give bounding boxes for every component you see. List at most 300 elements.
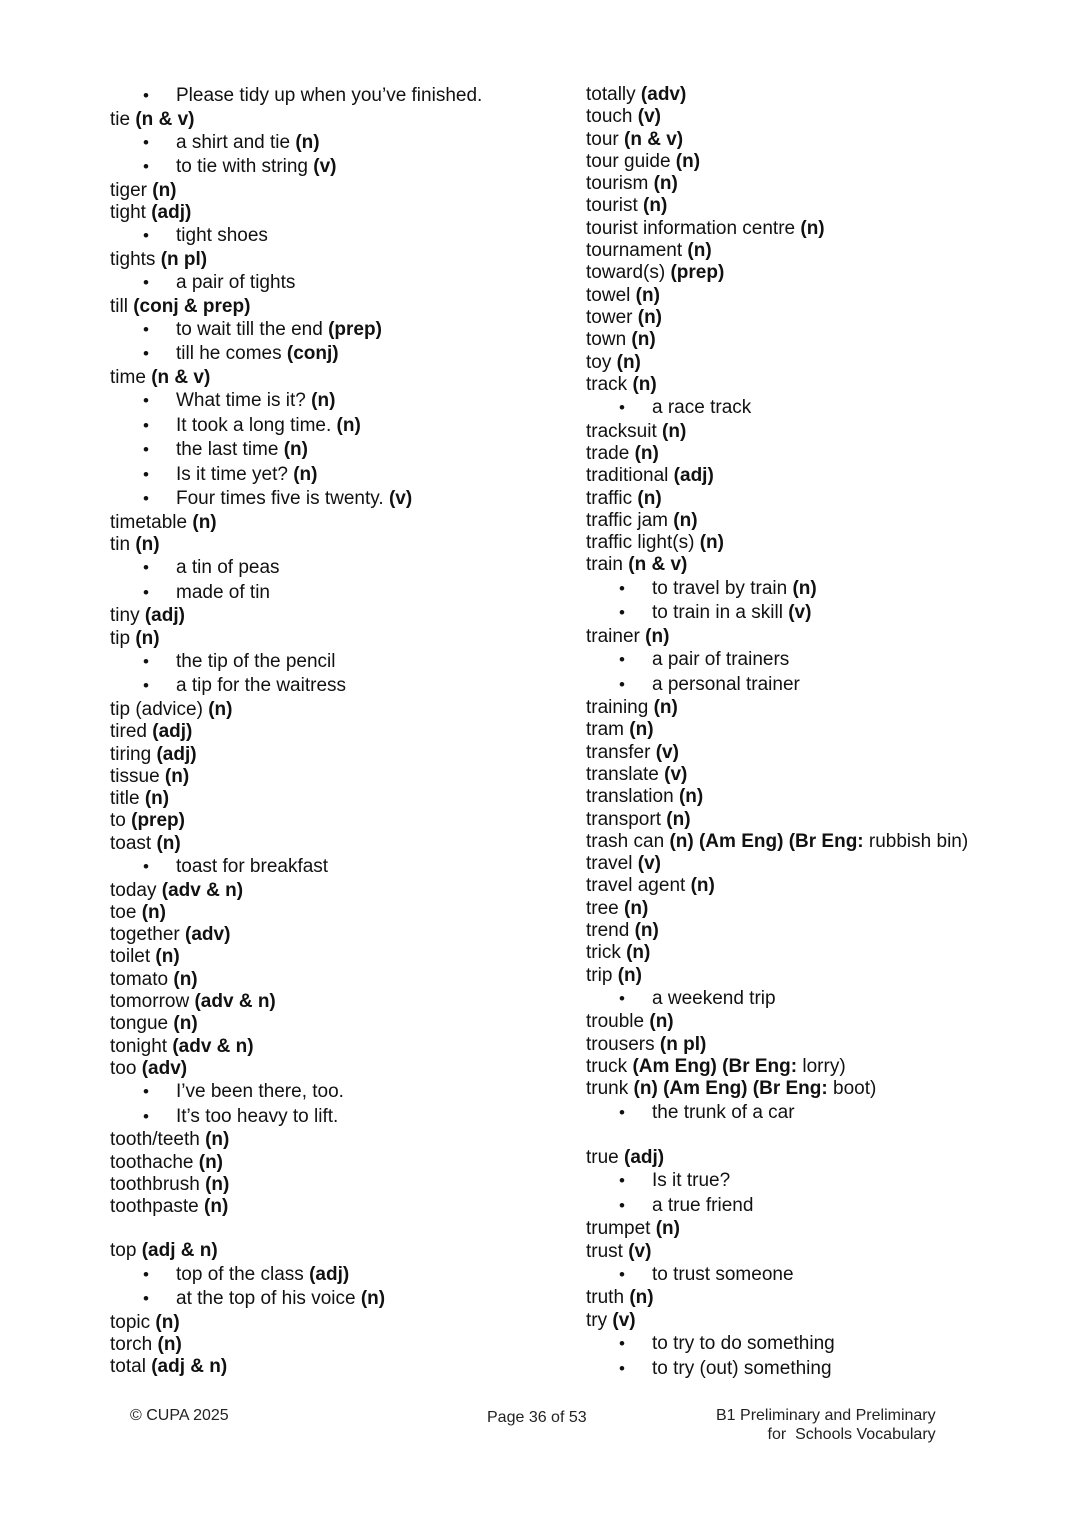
headword-entry — [586, 1011, 1066, 1033]
part-of-speech-label: (conj) — [286, 343, 339, 365]
part-of-speech-label: (prep) — [670, 262, 725, 284]
entry-text: a race track — [652, 397, 752, 419]
part-of-speech-label: (n pl) — [160, 248, 208, 270]
entry-text: the trunk of a car — [652, 1101, 795, 1123]
entry-text: training — [586, 697, 654, 719]
entry-text: tiger — [110, 179, 153, 201]
part-of-speech-label: (n & v) — [628, 554, 688, 576]
entry-text: try — [586, 1309, 613, 1331]
part-of-speech-label: (v) — [612, 1309, 636, 1331]
headword-entry — [110, 1312, 560, 1334]
entry-text: tongue — [110, 1013, 174, 1035]
headword-entry — [110, 1174, 560, 1196]
part-of-speech-label: (n) — [632, 373, 657, 395]
part-of-speech-label: (n) — [626, 942, 651, 964]
part-of-speech-label: (n) — [295, 131, 320, 153]
bullet-icon: • — [619, 603, 625, 623]
bullet-icon: • — [143, 273, 149, 293]
bullet-icon: • — [143, 1082, 149, 1102]
entry-text: to — [110, 810, 132, 832]
entry-text: rubbish bin) — [868, 830, 969, 852]
example-bullet-item — [110, 342, 560, 367]
entry-text: a personal trainer — [652, 673, 800, 695]
part-of-speech-label: (n) — [336, 414, 361, 436]
entry-text: toward(s) — [586, 262, 671, 284]
footer-copyright: © CUPA 2025 — [130, 1407, 229, 1424]
headword-entry — [586, 742, 1066, 764]
example-bullet-item — [110, 84, 560, 109]
headword-entry — [586, 329, 1066, 351]
headword-entry — [110, 512, 560, 534]
part-of-speech-label: (n) — [198, 1151, 224, 1173]
entry-text: tram — [586, 719, 630, 741]
bullet-icon: • — [619, 1264, 625, 1284]
entry-text: train — [586, 554, 629, 576]
example-bullet-item — [586, 1194, 1066, 1219]
blank-line — [110, 1218, 560, 1240]
part-of-speech-label: (n) — [157, 1334, 182, 1355]
part-of-speech-label: (n) — [155, 1311, 180, 1333]
entry-text: trumpet — [586, 1218, 656, 1240]
headword-entry — [110, 1013, 560, 1035]
entry-text: to travel by train — [652, 577, 793, 599]
headword-entry — [110, 1334, 560, 1356]
entry-text: toast for breakfast — [176, 856, 329, 878]
headword-entry — [586, 374, 1066, 396]
entry-text: trainer — [586, 625, 646, 647]
headword-entry — [586, 626, 1066, 648]
example-bullet-item — [586, 1357, 1066, 1382]
footer-title-line1: B1 Preliminary and Preliminary — [716, 1407, 936, 1424]
bullet-icon: • — [143, 558, 149, 578]
bullet-icon: • — [143, 857, 149, 877]
part-of-speech-label: (n) — [141, 901, 166, 923]
entry-text: total — [110, 1356, 152, 1378]
example-bullet-item — [586, 673, 1066, 698]
example-bullet-item — [110, 414, 560, 439]
entry-text: trousers — [586, 1033, 660, 1055]
footer-page-number: Page 36 of 53 — [487, 1409, 587, 1426]
entry-text: toothpaste — [110, 1196, 205, 1218]
headword-entry — [586, 443, 1066, 465]
example-bullet-item — [110, 389, 560, 414]
vocabulary-column-left — [110, 84, 560, 1379]
headword-entry — [586, 875, 1066, 897]
headword-entry — [586, 1241, 1066, 1263]
part-of-speech-label: (n) — [678, 786, 704, 808]
bullet-icon: • — [143, 1264, 149, 1284]
part-of-speech-label: (v) — [637, 853, 661, 875]
part-of-speech-label: (n) — [155, 946, 180, 968]
part-of-speech-label: (n) (Am Eng) (Br Eng: — [633, 1078, 833, 1100]
bullet-icon: • — [143, 86, 149, 105]
headword-entry — [110, 628, 560, 650]
entry-text: traditional — [586, 465, 674, 487]
part-of-speech-label: (adv) — [141, 1057, 188, 1079]
bullet-icon: • — [619, 1195, 625, 1215]
entry-text: together — [110, 924, 185, 946]
entry-text: I’ve been there, too. — [176, 1081, 344, 1103]
entry-text: toy — [586, 351, 617, 373]
headword-entry — [586, 218, 1066, 240]
entry-text: tissue — [110, 765, 165, 787]
headword-entry — [110, 766, 560, 788]
entry-text: a pair of tights — [176, 272, 296, 294]
part-of-speech-label: (v) — [655, 741, 679, 763]
headword-entry — [586, 240, 1066, 262]
bullet-icon: • — [143, 319, 149, 339]
headword-entry — [586, 532, 1066, 554]
part-of-speech-label: (n) — [631, 329, 656, 351]
part-of-speech-label: (n) — [629, 719, 654, 741]
entry-text: trip — [586, 964, 618, 986]
headword-entry — [110, 109, 560, 131]
entry-text: to try (out) something — [652, 1357, 832, 1379]
entry-text: tiring — [110, 743, 157, 765]
part-of-speech-label: (v) — [628, 1240, 652, 1262]
bullet-icon: • — [619, 988, 625, 1008]
entry-text: tie — [110, 108, 136, 130]
example-bullet-item — [586, 648, 1066, 673]
part-of-speech-label: (n) — [675, 150, 701, 172]
entry-text: at the top of his voice — [176, 1288, 361, 1310]
entry-text: translate — [586, 763, 665, 785]
headword-entry — [586, 129, 1066, 151]
headword-entry — [110, 699, 560, 721]
footer-title-line2: for Schools Vocabulary — [767, 1426, 936, 1443]
entry-text: totally — [586, 84, 641, 105]
entry-text: till — [110, 295, 134, 317]
part-of-speech-label: (n) — [687, 240, 712, 262]
headword-entry — [110, 202, 560, 224]
headword-entry — [110, 1152, 560, 1174]
headword-entry — [586, 1310, 1066, 1332]
headword-entry — [586, 809, 1066, 831]
bullet-icon: • — [619, 1358, 625, 1378]
part-of-speech-label: (adj) — [144, 605, 185, 627]
entry-text: topic — [110, 1311, 156, 1333]
entry-text: tonight — [110, 1035, 173, 1057]
example-bullet-item — [110, 1287, 560, 1312]
headword-entry — [586, 831, 1066, 853]
part-of-speech-label: (Am Eng) (Br Eng: — [632, 1055, 803, 1077]
headword-entry — [586, 488, 1066, 510]
headword-entry — [586, 1287, 1066, 1309]
entry-text: toothache — [110, 1151, 199, 1173]
entry-text: till he comes — [176, 343, 287, 365]
part-of-speech-label: (n) — [649, 1011, 674, 1033]
headword-entry — [586, 1078, 1066, 1100]
entry-text: lorry) — [802, 1055, 846, 1077]
part-of-speech-label: (v) — [313, 156, 337, 178]
bullet-icon: • — [143, 132, 149, 152]
headword-entry — [586, 465, 1066, 487]
entry-text: traffic jam — [586, 509, 674, 531]
entry-text: Four times five is twenty. — [176, 488, 389, 510]
entry-text: tin — [110, 534, 136, 556]
entry-text: toast — [110, 832, 157, 854]
entry-text: translation — [586, 786, 679, 808]
part-of-speech-label: (n) (Am Eng) (Br Eng: — [669, 830, 869, 852]
headword-entry — [110, 946, 560, 968]
headword-entry — [110, 902, 560, 924]
part-of-speech-label: (prep) — [328, 318, 382, 340]
entry-text: made of tin — [176, 581, 270, 603]
entry-text: tourist information centre — [586, 217, 801, 239]
part-of-speech-label: (n) — [152, 179, 177, 201]
example-bullet-item — [586, 1101, 1066, 1126]
entry-text: tired — [110, 721, 153, 743]
entry-text: trunk — [586, 1078, 634, 1100]
bullet-icon: • — [619, 578, 625, 598]
example-bullet-item — [110, 224, 560, 249]
headword-entry — [110, 296, 560, 318]
headword-entry — [586, 106, 1066, 128]
entry-text: to tie with string — [176, 156, 314, 178]
headword-entry — [586, 786, 1066, 808]
entry-text: Please tidy up when you’ve finished. — [176, 85, 483, 106]
bullet-icon: • — [143, 391, 149, 411]
entry-text: to train in a skill — [652, 602, 789, 624]
part-of-speech-label: (v) — [788, 602, 812, 624]
headword-entry — [110, 1036, 560, 1058]
headword-entry — [586, 898, 1066, 920]
entry-text: trash can — [586, 830, 670, 852]
bullet-icon: • — [619, 674, 625, 694]
headword-entry — [586, 853, 1066, 875]
part-of-speech-label: (n) — [635, 284, 660, 306]
example-bullet-item — [110, 463, 560, 488]
part-of-speech-label: (adv & n) — [172, 1035, 254, 1057]
entry-text: trust — [586, 1240, 629, 1262]
headword-entry — [110, 1356, 560, 1378]
headword-entry — [586, 554, 1066, 576]
headword-entry — [110, 880, 560, 902]
headword-entry — [110, 969, 560, 991]
part-of-speech-label: (n) — [637, 306, 663, 328]
part-of-speech-label: (prep) — [131, 810, 185, 832]
entry-text: to wait till the end — [176, 318, 329, 340]
entry-text: tracksuit — [586, 420, 663, 442]
entry-text: toe — [110, 901, 142, 923]
example-bullet-item — [586, 1332, 1066, 1357]
headword-entry — [586, 1147, 1066, 1169]
part-of-speech-label: (adj) — [673, 465, 714, 487]
part-of-speech-label: (n) — [699, 532, 724, 554]
example-bullet-item — [586, 396, 1066, 421]
entry-text: track — [586, 373, 633, 395]
part-of-speech-label: (n) — [205, 1129, 230, 1151]
entry-text: tour — [586, 128, 625, 150]
entry-text: today — [110, 879, 162, 901]
example-bullet-item — [586, 1169, 1066, 1194]
entry-text: a tip for the waitress — [176, 675, 347, 697]
entry-text: tomorrow — [110, 991, 195, 1013]
part-of-speech-label: (n pl) — [659, 1033, 707, 1055]
part-of-speech-label: (n) — [156, 832, 181, 854]
footer-document-title — [716, 1406, 936, 1444]
bullet-icon: • — [143, 489, 149, 509]
part-of-speech-label: (n) — [144, 788, 170, 810]
headword-entry — [586, 510, 1066, 532]
part-of-speech-label: (n & v) — [624, 128, 684, 150]
headword-entry — [586, 764, 1066, 786]
example-bullet-item — [110, 131, 560, 156]
entry-text: tourist — [586, 195, 644, 217]
entry-text: a shirt and tie — [176, 131, 296, 153]
bullet-icon: • — [143, 676, 149, 696]
part-of-speech-label: (v) — [664, 763, 688, 785]
part-of-speech-label: (n) — [164, 765, 190, 787]
headword-entry — [110, 721, 560, 743]
headword-entry — [110, 1058, 560, 1080]
headword-entry — [586, 719, 1066, 741]
headword-entry — [586, 84, 1066, 106]
bullet-icon: • — [143, 1289, 149, 1309]
headword-entry — [586, 1056, 1066, 1078]
headword-entry — [586, 421, 1066, 443]
bullet-icon: • — [619, 650, 625, 670]
part-of-speech-label: (adv) — [640, 84, 687, 105]
headword-entry — [110, 1129, 560, 1151]
entry-text: towel — [586, 284, 636, 306]
part-of-speech-label: (n) — [643, 195, 668, 217]
bullet-icon: • — [619, 1334, 625, 1354]
entry-text: tourism — [586, 173, 654, 195]
example-bullet-item — [110, 487, 560, 512]
entry-text: tour guide — [586, 150, 676, 172]
headword-entry — [586, 151, 1066, 173]
entry-text: torch — [110, 1334, 158, 1355]
example-bullet-item — [110, 855, 560, 880]
example-bullet-item — [586, 577, 1066, 602]
part-of-speech-label: (n) — [208, 698, 233, 720]
entry-text: true — [586, 1147, 625, 1169]
example-bullet-item — [110, 155, 560, 180]
part-of-speech-label: (n) — [792, 577, 817, 599]
part-of-speech-label: (adj) — [624, 1147, 665, 1169]
vocabulary-column-right — [586, 84, 1066, 1381]
entry-text: a tin of peas — [176, 557, 280, 579]
headword-entry — [110, 1240, 560, 1262]
headword-entry — [110, 788, 560, 810]
entry-text: tree — [586, 897, 625, 919]
example-bullet-item — [110, 556, 560, 581]
entry-text: touch — [586, 106, 638, 128]
entry-text: tower — [586, 306, 638, 328]
part-of-speech-label: (n) — [662, 420, 687, 442]
bullet-icon: • — [143, 464, 149, 484]
entry-text: trend — [586, 920, 635, 941]
entry-text: travel agent — [586, 875, 691, 897]
part-of-speech-label: (n) — [673, 509, 698, 531]
entry-text: Is it true? — [652, 1170, 731, 1192]
part-of-speech-label: (n) — [617, 964, 642, 986]
entry-text: trouble — [586, 1011, 650, 1033]
example-bullet-item — [110, 438, 560, 463]
part-of-speech-label: (n) — [192, 511, 217, 533]
entry-text: tight — [110, 202, 152, 224]
example-bullet-item — [586, 1263, 1066, 1288]
part-of-speech-label: (n) — [666, 808, 691, 830]
part-of-speech-label: (v) — [388, 488, 413, 510]
bullet-icon: • — [619, 1102, 625, 1122]
part-of-speech-label: (n) — [653, 173, 678, 195]
bullet-icon: • — [619, 398, 625, 418]
part-of-speech-label: (n) — [311, 390, 336, 412]
part-of-speech-label: (n) — [690, 875, 715, 897]
entry-text: tip — [110, 627, 136, 649]
entry-text: tournament — [586, 240, 688, 262]
entry-text: truck — [586, 1055, 633, 1077]
part-of-speech-label: (adv & n) — [194, 991, 276, 1013]
headword-entry — [110, 180, 560, 202]
entry-text: tiny — [110, 605, 145, 627]
example-bullet-item — [110, 674, 560, 699]
entry-text: to trust someone — [652, 1263, 794, 1285]
entry-text: traffic light(s) — [586, 532, 700, 554]
headword-entry — [586, 1034, 1066, 1056]
entry-text: truth — [586, 1287, 630, 1309]
headword-entry — [586, 965, 1066, 987]
part-of-speech-label: (n) — [624, 897, 649, 919]
part-of-speech-label: (n) — [655, 1218, 680, 1240]
entry-text: tooth/teeth — [110, 1129, 206, 1151]
headword-entry — [586, 352, 1066, 374]
headword-entry — [110, 605, 560, 627]
entry-text: tomato — [110, 968, 174, 990]
bullet-icon: • — [143, 582, 149, 602]
part-of-speech-label: (n) — [616, 351, 641, 373]
headword-entry — [110, 1196, 560, 1218]
entry-text: Is it time yet? — [176, 463, 294, 485]
bullet-icon: • — [143, 157, 149, 177]
example-bullet-item — [110, 318, 560, 343]
entry-text: tights — [110, 248, 161, 270]
part-of-speech-label: (v) — [637, 106, 661, 128]
entry-text: It took a long time. — [176, 414, 337, 436]
entry-text: trick — [586, 942, 627, 964]
part-of-speech-label: (n & v) — [151, 366, 211, 388]
headword-entry — [110, 924, 560, 946]
example-bullet-item — [586, 601, 1066, 626]
headword-entry — [110, 833, 560, 855]
headword-entry — [586, 195, 1066, 217]
entry-text: toilet — [110, 946, 156, 968]
part-of-speech-label: (n) — [173, 1013, 198, 1035]
entry-text: too — [110, 1057, 142, 1079]
entry-text: transport — [586, 808, 667, 830]
part-of-speech-label: (adj) — [309, 1263, 350, 1285]
entry-text: tip (advice) — [110, 698, 209, 720]
headword-entry — [110, 744, 560, 766]
bullet-icon: • — [143, 440, 149, 460]
part-of-speech-label: (n) — [173, 968, 198, 990]
entry-text: timetable — [110, 511, 193, 533]
bullet-icon: • — [143, 344, 149, 364]
headword-entry — [110, 534, 560, 556]
part-of-speech-label: (adj & n) — [141, 1240, 218, 1262]
part-of-speech-label: (n) — [283, 439, 308, 461]
entry-text: the tip of the pencil — [176, 650, 336, 672]
part-of-speech-label: (adj) — [156, 743, 197, 765]
example-bullet-item — [110, 1263, 560, 1288]
headword-entry — [586, 1218, 1066, 1240]
bullet-icon: • — [143, 226, 149, 246]
entry-text: travel — [586, 853, 638, 875]
entry-text: top of the class — [176, 1263, 310, 1285]
example-bullet-item — [110, 1080, 560, 1105]
